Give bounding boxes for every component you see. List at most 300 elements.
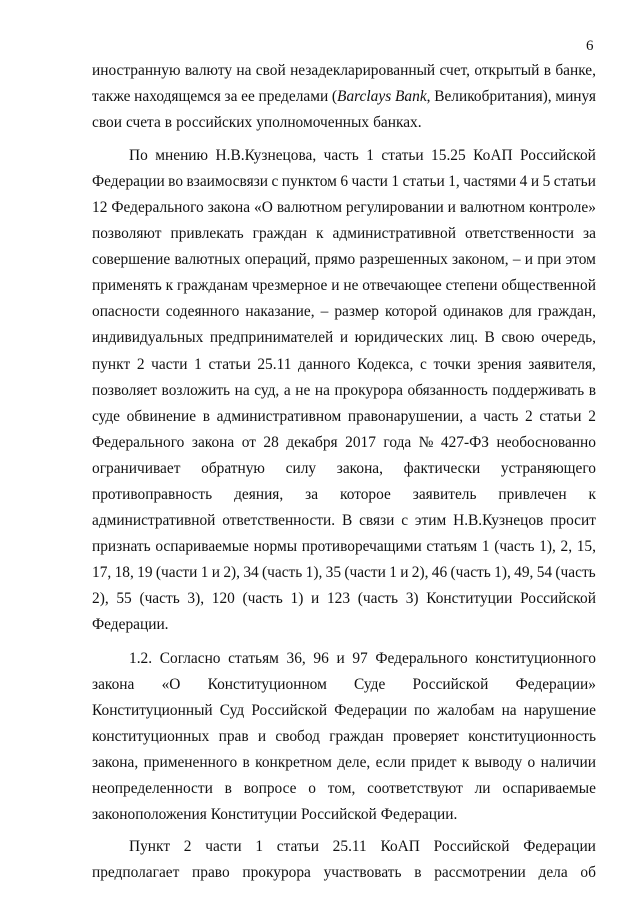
word: к — [461, 753, 470, 771]
word: КоАП — [473, 146, 513, 164]
word: разрешенных — [359, 251, 448, 269]
word: очередь, — [541, 329, 596, 347]
word: к — [588, 486, 596, 503]
word: противоправность — [92, 486, 213, 503]
word: граждан, — [537, 303, 596, 321]
text-line — [92, 724, 596, 750]
word: закона — [191, 433, 235, 451]
word: в — [224, 780, 232, 798]
word: ограничивает — [92, 459, 181, 477]
word: 2), — [223, 564, 240, 582]
word: также — [92, 88, 131, 106]
word: Конституции — [210, 806, 297, 824]
word: Российской — [251, 701, 328, 719]
text-line — [92, 352, 596, 378]
word: Конституционном — [207, 675, 327, 693]
word: пунктом — [281, 172, 337, 190]
word: закона, — [92, 753, 139, 771]
word: оспариваемые — [502, 780, 596, 798]
word: конституционность — [468, 727, 596, 745]
word: в — [164, 114, 173, 132]
text-line — [92, 534, 596, 560]
word: (часть — [555, 564, 596, 582]
word: предпринимателей — [209, 329, 334, 347]
word: 1 — [391, 172, 400, 190]
text-line — [92, 273, 596, 299]
word: Федерации» — [515, 675, 596, 693]
word: содеянного — [165, 303, 240, 321]
word: счета — [125, 114, 161, 132]
word: 54 — [536, 564, 553, 582]
word: 120 — [211, 590, 235, 608]
word: о — [527, 753, 536, 771]
word: 5 — [542, 172, 551, 190]
word: этим — [414, 512, 447, 530]
text-line — [92, 404, 596, 430]
text-line — [92, 586, 596, 612]
word: степени — [445, 277, 498, 295]
word: часть — [323, 146, 359, 164]
word: 36, — [286, 649, 306, 667]
word: закона — [207, 198, 251, 216]
word: (Barclays Bank, — [331, 88, 431, 106]
word: этом — [565, 251, 596, 269]
text-line — [92, 646, 596, 672]
word: размер — [334, 303, 379, 321]
word: свой — [255, 62, 286, 79]
word: 4 — [519, 172, 528, 190]
word: В — [484, 329, 495, 347]
word: ответственности. — [222, 512, 336, 530]
word: 1.2. — [129, 649, 153, 667]
word: 17, — [92, 564, 112, 582]
text-line — [92, 482, 596, 508]
text-line — [92, 776, 596, 802]
word: 427-ФЗ — [440, 433, 489, 451]
word: к — [165, 277, 174, 295]
word: 2 — [588, 407, 596, 425]
word: опасности — [92, 303, 160, 321]
word: уполномоченных — [256, 114, 370, 132]
word: 46 — [431, 564, 448, 582]
text-line — [92, 672, 596, 698]
word: на — [236, 62, 252, 79]
word: пределами — [258, 88, 329, 106]
word: во — [168, 172, 184, 190]
word: № — [418, 433, 434, 451]
word: прав — [218, 727, 249, 745]
word: на — [314, 381, 330, 399]
word: взаимосвязи — [186, 172, 269, 190]
word: индивидуальных — [92, 329, 204, 347]
word: 55 — [116, 590, 132, 608]
text-line — [92, 860, 596, 886]
word: по — [414, 701, 430, 719]
word: пункт — [92, 355, 131, 373]
word: примененного — [143, 753, 238, 771]
word: признать — [92, 538, 151, 556]
word: банке, — [555, 62, 596, 79]
word: том, — [327, 780, 356, 798]
word: законом, — [452, 251, 509, 269]
word: привлечен — [498, 486, 567, 503]
word: вопросе — [243, 780, 297, 798]
word: Конституционный — [92, 701, 213, 719]
page-number: 6 — [586, 38, 594, 54]
word: КоАП — [380, 838, 420, 856]
word: 1), — [539, 538, 556, 556]
word: «О — [161, 675, 181, 693]
word: Российской — [433, 838, 510, 856]
text-line — [92, 110, 596, 136]
word: которой — [384, 303, 438, 321]
word: статьям — [426, 538, 478, 556]
word: деяния, — [234, 486, 284, 503]
word: на — [501, 701, 517, 719]
text-line — [92, 143, 596, 169]
word: обратную — [201, 459, 265, 477]
word: проверяет — [392, 727, 459, 745]
word: 25.11 — [332, 838, 367, 856]
word: поддерживать — [492, 381, 585, 399]
word: 1 — [255, 838, 264, 856]
word: частями — [463, 172, 517, 190]
word: валютных — [174, 251, 241, 269]
word: участвовать — [323, 864, 402, 882]
word: 34 — [243, 564, 259, 582]
word: о — [308, 780, 316, 798]
word: граждан — [252, 225, 308, 243]
text-line — [92, 221, 596, 247]
word: статьи — [208, 355, 251, 373]
word: находящемся — [134, 88, 221, 106]
word: прокурора — [242, 864, 311, 882]
word: статьи — [553, 172, 596, 190]
word: законоположения — [92, 806, 207, 824]
word: Федерации — [92, 172, 165, 190]
word: гражданам — [177, 277, 248, 295]
text-line — [92, 612, 596, 638]
word: и — [524, 251, 533, 269]
word: соответствуют — [367, 780, 463, 798]
word: 15.25 — [431, 146, 466, 164]
word: 3) — [405, 590, 419, 608]
word: к — [316, 225, 324, 243]
word: лиц. — [449, 329, 478, 347]
text-line — [92, 456, 596, 482]
word: 2), — [92, 590, 109, 608]
word: свобод — [275, 727, 320, 745]
word: а — [469, 407, 477, 425]
word: 15, — [576, 538, 596, 556]
word: обвинение — [126, 407, 197, 425]
word: с — [420, 355, 427, 373]
text-line — [92, 325, 596, 351]
word: суд, — [254, 381, 280, 399]
word: 12 — [92, 198, 108, 216]
word: привлекать — [170, 225, 244, 243]
word: Кодекса, — [357, 355, 414, 373]
text-line — [92, 834, 596, 860]
word: Суде — [354, 675, 386, 693]
word: декабря — [286, 433, 338, 451]
text-line — [92, 169, 596, 195]
word: Российской — [520, 590, 596, 608]
word: наличии — [540, 753, 596, 771]
word: закона — [92, 675, 135, 693]
word: деле, — [337, 753, 371, 771]
text-line — [92, 247, 596, 273]
word: Великобритания), — [434, 88, 552, 106]
word: в — [242, 753, 250, 771]
word: и — [400, 564, 409, 582]
word: 18, — [114, 564, 134, 582]
word: 2, — [560, 538, 573, 556]
word: «О — [254, 198, 273, 216]
word: от — [241, 433, 256, 451]
text-line — [92, 802, 596, 828]
word: заявителя, — [528, 355, 596, 373]
word: Федерации. — [380, 806, 458, 824]
word: регулировании — [345, 198, 444, 216]
word: при — [537, 251, 562, 269]
word: 123 — [326, 590, 351, 608]
word: административном — [216, 407, 342, 425]
word: 96 — [313, 649, 329, 667]
word: применять — [92, 277, 162, 295]
word: Согласно — [159, 649, 221, 667]
word: в — [543, 62, 551, 79]
word: Пункт — [129, 838, 171, 856]
word: граждан — [329, 727, 384, 745]
word: статьи — [402, 172, 445, 190]
word: 1 — [200, 564, 209, 582]
word: – — [320, 303, 329, 321]
word: дела — [538, 864, 568, 882]
word: административной — [92, 512, 216, 530]
word: за — [224, 88, 238, 106]
word: фактически — [403, 459, 481, 477]
word: ответственности — [464, 225, 575, 243]
word: (часть — [242, 590, 283, 608]
word: точки — [433, 355, 471, 373]
word: счет, — [439, 62, 470, 79]
word: конституционного — [475, 649, 596, 667]
word: совершение — [92, 251, 171, 269]
text-line — [92, 84, 596, 110]
word: По — [129, 146, 148, 164]
text-line — [92, 560, 596, 586]
word: связи — [359, 512, 395, 530]
word: В — [341, 512, 353, 530]
word: на — [234, 381, 250, 399]
word: чрезмерное — [251, 277, 328, 295]
word: 1), — [305, 564, 323, 582]
word: правонарушении, — [347, 407, 464, 425]
word: за — [305, 486, 319, 503]
word: 1 — [366, 146, 374, 164]
word: минуя — [555, 88, 596, 106]
word: общественной — [501, 277, 596, 295]
word: прямо — [314, 251, 356, 269]
word: 19 — [137, 564, 153, 582]
word: зрения — [477, 355, 522, 373]
word: 1 — [194, 355, 202, 373]
word: не — [295, 381, 311, 399]
word: 2 — [525, 407, 533, 425]
word: одинаков — [443, 303, 504, 321]
text-line — [92, 430, 596, 456]
word: (части — [155, 564, 198, 582]
word: (часть — [139, 590, 180, 608]
word: 2 — [136, 355, 145, 373]
word: и — [211, 564, 220, 582]
word: 1) — [290, 590, 304, 608]
word: конституционных — [92, 727, 210, 745]
word: не — [343, 277, 359, 295]
text-line — [92, 58, 596, 84]
word: части — [351, 172, 388, 190]
word: если — [375, 753, 406, 771]
word: Российской — [520, 146, 596, 164]
word: в — [414, 864, 422, 882]
text-line — [92, 508, 596, 534]
word: статьям — [228, 649, 279, 667]
word: наказание, — [245, 303, 315, 321]
word: статьи — [381, 146, 424, 164]
text-line — [92, 750, 596, 776]
word: с — [271, 172, 279, 190]
word: валютном — [459, 198, 525, 216]
word: валютном — [276, 198, 342, 216]
word: Российской — [412, 675, 489, 693]
word: необоснованно — [496, 433, 596, 451]
word: валюту — [184, 62, 233, 79]
word: просит — [550, 512, 596, 530]
word: часть — [483, 407, 519, 425]
word: статьи — [276, 838, 319, 856]
word: (часть — [357, 590, 399, 608]
word: неопределенности — [92, 780, 213, 798]
word: 6 — [340, 172, 349, 190]
document-body — [92, 58, 596, 886]
word: возложить — [161, 381, 231, 399]
text-line — [92, 378, 596, 404]
word: нарушение — [523, 701, 596, 719]
word: Российской — [300, 806, 377, 824]
word: – — [512, 251, 521, 269]
word: придет — [410, 753, 457, 771]
word: 1 — [389, 564, 397, 582]
word: и — [339, 329, 349, 347]
word: суде — [92, 407, 121, 425]
word: 97 — [352, 649, 368, 667]
word: за — [583, 225, 596, 243]
text-line — [92, 698, 596, 724]
word: ли — [474, 780, 491, 798]
word: противоречащими — [301, 538, 422, 556]
text-line — [92, 299, 596, 325]
word: юридических — [354, 329, 444, 347]
word: 1, — [448, 172, 460, 190]
word: устраняющего — [500, 459, 596, 477]
word: (часть — [494, 538, 535, 556]
word: 25.11 — [257, 355, 292, 373]
word: предполагает — [92, 864, 180, 882]
word: и — [257, 727, 267, 745]
word: право — [192, 864, 230, 882]
word: в — [588, 381, 596, 399]
word: открытый — [474, 62, 540, 79]
word: (часть — [262, 564, 303, 582]
word: нормы — [253, 538, 298, 556]
word: и — [336, 649, 345, 667]
text-line — [92, 195, 596, 221]
word: прокурора — [334, 381, 403, 399]
word: данного — [298, 355, 351, 373]
word: ее — [241, 88, 255, 106]
word: операций, — [244, 251, 311, 269]
word: Н.В.Кузнецов — [453, 512, 544, 530]
word: года — [383, 433, 412, 451]
word: иностранную — [92, 62, 181, 79]
word: административной — [332, 225, 456, 243]
word: Конституции — [426, 590, 513, 608]
word: контроле» — [528, 198, 596, 216]
word: в — [202, 407, 211, 425]
word: Н.В.Кузнецова, — [215, 146, 317, 164]
word: с — [401, 512, 409, 530]
word: Федерального — [111, 198, 204, 216]
word: мнению — [155, 146, 209, 164]
word: жалобам — [437, 701, 495, 719]
word: части — [151, 355, 188, 373]
word: свою — [501, 329, 535, 347]
word: 1 — [481, 538, 490, 556]
word: и — [331, 277, 340, 295]
word: и — [311, 590, 320, 608]
word: оспариваемые — [155, 538, 249, 556]
word: отвечающее — [362, 277, 442, 295]
word: (часть — [450, 564, 491, 582]
word: банках. — [373, 114, 422, 132]
word: обязанность — [407, 381, 488, 399]
word: 3), — [187, 590, 205, 608]
word: 2), — [411, 564, 429, 582]
word: рассмотрении — [434, 864, 526, 882]
word: Федерации — [523, 838, 596, 856]
word: незадекларированный — [290, 62, 436, 79]
word: 35 — [325, 564, 342, 582]
word: части — [205, 838, 242, 856]
word: свои — [92, 114, 122, 132]
word: конкретном — [255, 753, 332, 771]
word: силу — [285, 459, 317, 477]
word: для — [509, 303, 532, 321]
word: 28 — [263, 433, 279, 451]
word: 2017 — [345, 433, 376, 451]
word: российских — [176, 114, 253, 132]
word: позволяет — [92, 381, 157, 399]
word: заявитель — [412, 486, 477, 503]
word: Федерального — [92, 433, 185, 451]
word: позволяют — [92, 225, 162, 243]
word: Федерации — [334, 701, 407, 719]
word: 49, — [514, 564, 534, 582]
word: выводу — [474, 753, 523, 771]
word: и — [447, 198, 456, 216]
word: Суд — [219, 701, 245, 719]
